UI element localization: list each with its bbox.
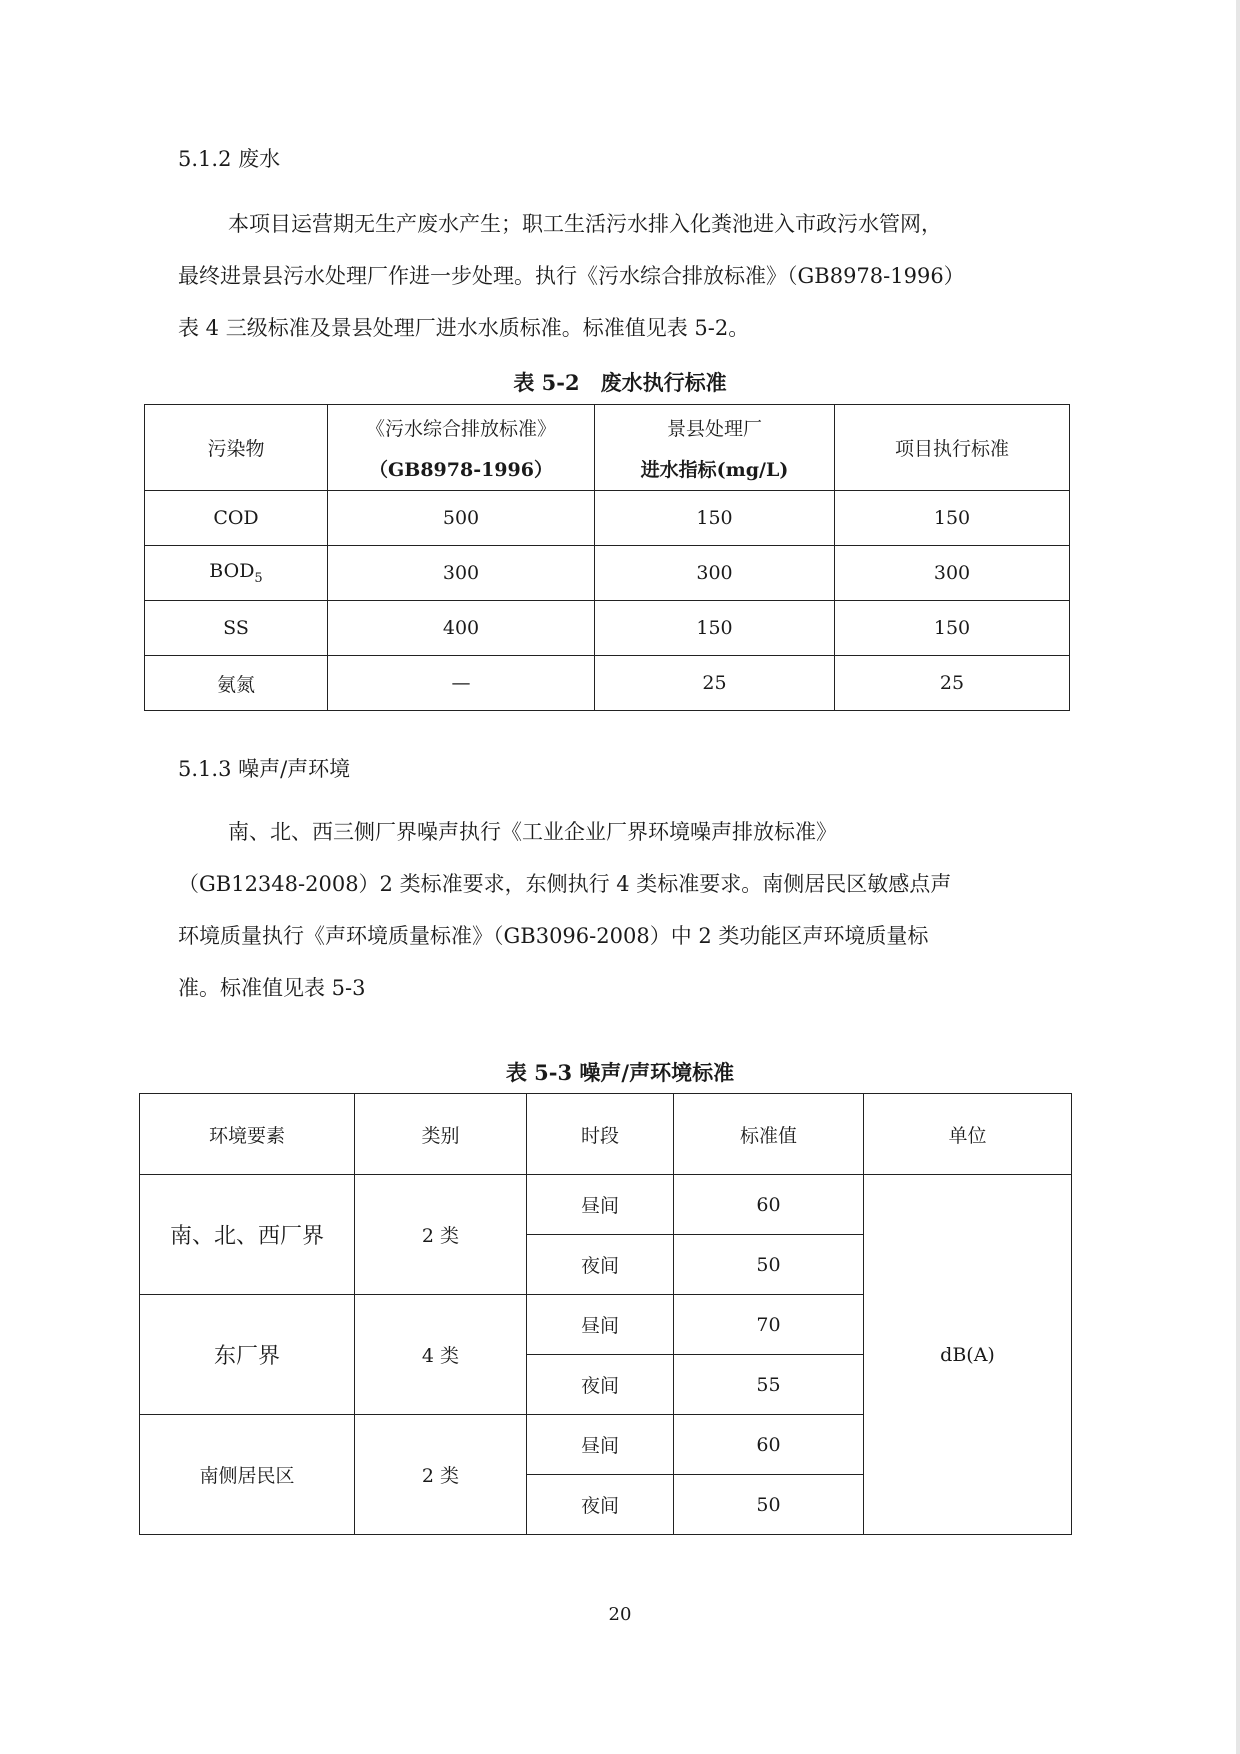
cell-pollutant: 氨氮 [145, 656, 328, 711]
cell-project-value: 300 [835, 546, 1070, 601]
wastewater-standards-table [144, 404, 1070, 711]
cell-environment-element: 东厂界 [140, 1295, 355, 1415]
header-plant-line2: 进水指标(mg/L) [640, 458, 789, 481]
table-header-row [145, 405, 1070, 491]
header-unit: 单位 [864, 1094, 1072, 1175]
paragraph-line: 最终进景县污水处理厂作进一步处理。执行《污水综合排放标准》（GB8978-1996） [178, 264, 965, 288]
header-period: 时段 [527, 1094, 674, 1175]
header-plant-standard [595, 405, 835, 491]
section-heading-wastewater: 5.1.2 废水 [178, 147, 281, 171]
wastewater-paragraph [178, 198, 1070, 354]
cell-plant-value: 150 [595, 491, 835, 546]
cell-period: 夜间 [527, 1235, 674, 1295]
table-row [145, 601, 1070, 656]
cell-plant-value: 150 [595, 601, 835, 656]
cell-project-value: 25 [835, 656, 1070, 711]
noise-standards-table [139, 1093, 1072, 1535]
header-category: 类别 [355, 1094, 527, 1175]
table-header-row [140, 1094, 1072, 1175]
cell-plant-value: 300 [595, 546, 835, 601]
cell-standard-value: 70 [674, 1295, 864, 1355]
header-gb-line2: （GB8978-1996） [369, 458, 553, 481]
cell-unit: dB(A) [864, 1175, 1072, 1535]
cell-gb-value: 400 [328, 601, 595, 656]
cell-standard-value: 60 [674, 1415, 864, 1475]
table-row [145, 491, 1070, 546]
paragraph-line: （GB12348-2008）2 类标准要求，东侧执行 4 类标准要求。南侧居民区敏感点声 [178, 872, 952, 896]
page-edge-shadow [1236, 0, 1240, 1754]
cell-project-value: 150 [835, 491, 1070, 546]
cell-category: 2 类 [355, 1415, 527, 1535]
cell-project-value: 150 [835, 601, 1070, 656]
cell-standard-value: 55 [674, 1355, 864, 1415]
header-pollutant: 污染物 [145, 405, 328, 491]
header-plant-line1: 景县处理厂 [666, 417, 762, 440]
cell-category: 4 类 [355, 1295, 527, 1415]
cell-standard-value: 50 [674, 1235, 864, 1295]
header-project-standard: 项目执行标准 [835, 405, 1070, 491]
cell-period: 夜间 [527, 1355, 674, 1415]
table-caption-5-3: 表 5-3 噪声/声环境标准 [505, 1060, 735, 1085]
cell-period: 昼间 [527, 1415, 674, 1475]
cell-category: 2 类 [355, 1175, 527, 1295]
header-gb-standard [328, 405, 595, 491]
page-number: 20 [608, 1604, 632, 1625]
cell-environment-element: 南、北、西厂界 [140, 1175, 355, 1295]
pollutant-main: BOD [209, 560, 255, 583]
table-caption-5-2: 表 5-2 废水执行标准 [513, 370, 727, 395]
cell-gb-value: 500 [328, 491, 595, 546]
cell-gb-value: — [328, 656, 595, 711]
pollutant-subscript: 5 [254, 570, 263, 586]
table-row [145, 546, 1070, 601]
cell-pollutant: COD [145, 491, 328, 546]
paragraph-line: 本项目运营期无生产废水产生；职工生活污水排入化粪池进入市政污水管网， [228, 212, 942, 236]
cell-standard-value: 50 [674, 1475, 864, 1535]
paragraph-line: 环境质量执行《声环境质量标准》（GB3096-2008）中 2 类功能区声环境质量标 [178, 924, 929, 948]
cell-period: 昼间 [527, 1175, 674, 1235]
cell-pollutant [145, 546, 328, 601]
cell-standard-value: 60 [674, 1175, 864, 1235]
cell-plant-value: 25 [595, 656, 835, 711]
header-environment-element: 环境要素 [140, 1094, 355, 1175]
table-row [145, 656, 1070, 711]
header-standard-value: 标准值 [674, 1094, 864, 1175]
cell-environment-element: 南侧居民区 [140, 1415, 355, 1535]
section-heading-noise: 5.1.3 噪声/声环境 [178, 757, 351, 781]
cell-gb-value: 300 [328, 546, 595, 601]
paragraph-line: 准。标准值见表 5-3 [178, 976, 366, 1000]
paragraph-line: 南、北、西三侧厂界噪声执行《工业企业厂界环境噪声排放标准》 [228, 820, 837, 844]
paragraph-line: 表 4 三级标准及景县处理厂进水水质标准。标准值见表 5-2。 [178, 316, 750, 340]
header-gb-line1: 《污水综合排放标准》 [365, 417, 556, 440]
table-row [140, 1175, 1072, 1235]
cell-period: 昼间 [527, 1295, 674, 1355]
cell-pollutant: SS [145, 601, 328, 656]
noise-paragraph [178, 806, 1070, 1014]
cell-period: 夜间 [527, 1475, 674, 1535]
